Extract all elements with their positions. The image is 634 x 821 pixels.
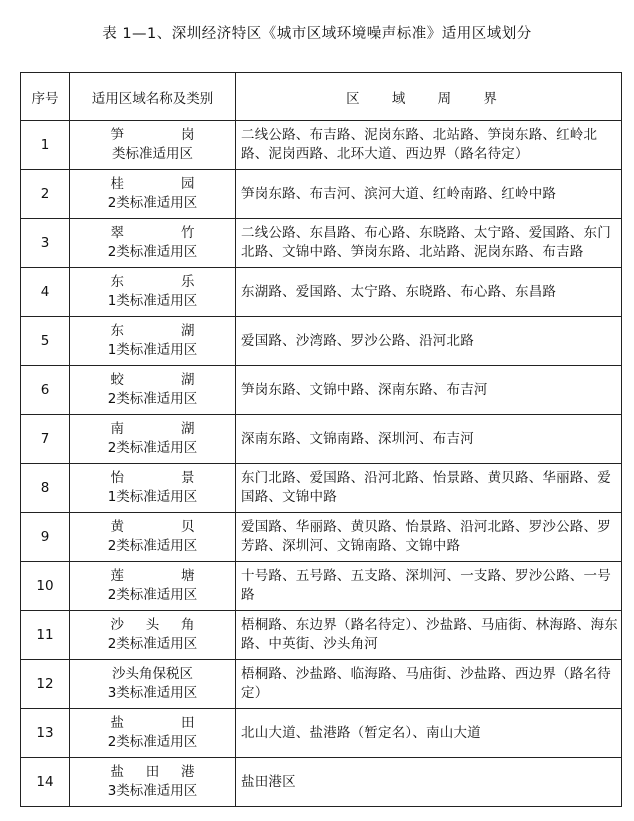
- area-category: 2类标准适用区: [107, 195, 198, 211]
- area-boundary: 东门北路、爱国路、沿河北路、怡景路、黄贝路、华丽路、爱国路、文锦中路: [236, 464, 622, 513]
- area-name: 莲塘: [110, 568, 195, 584]
- area-name: 桂园: [110, 176, 195, 192]
- header-boundary: 区 域 周 界: [236, 73, 622, 121]
- area-cell: [70, 562, 236, 611]
- row-number: 11: [21, 611, 70, 660]
- table-row: [21, 611, 622, 660]
- header-area: 适用区域名称及类别: [70, 73, 236, 121]
- area-name: 笋岗: [110, 127, 195, 143]
- area-category: 1类标准适用区: [107, 489, 198, 505]
- area-category: 1类标准适用区: [107, 342, 198, 358]
- area-category: 1类标准适用区: [107, 293, 198, 309]
- table-row: [21, 709, 622, 758]
- area-cell: [70, 660, 236, 709]
- header-no: 序号: [21, 73, 70, 121]
- area-cell: [70, 709, 236, 758]
- row-number: 9: [21, 513, 70, 562]
- area-boundary: 爱国路、华丽路、黄贝路、怡景路、沿河北路、罗沙公路、罗芳路、深圳河、文锦南路、文锦中路: [236, 513, 622, 562]
- area-cell: [70, 170, 236, 219]
- table-row: [21, 219, 622, 268]
- area-category: 2类标准适用区: [107, 391, 198, 407]
- row-number: 8: [21, 464, 70, 513]
- area-boundary: 深南东路、文锦南路、深圳河、布吉河: [236, 415, 622, 464]
- table-row: [21, 660, 622, 709]
- area-boundary: 十号路、五号路、五支路、深圳河、一支路、罗沙公路、一号路: [236, 562, 622, 611]
- area-category: 3类标准适用区: [107, 783, 198, 799]
- area-cell: [70, 611, 236, 660]
- area-category: 3类标准适用区: [107, 685, 198, 701]
- row-number: 3: [21, 219, 70, 268]
- area-boundary: 爱国路、沙湾路、罗沙公路、沿河北路: [236, 317, 622, 366]
- area-category: 2类标准适用区: [107, 538, 198, 554]
- table-row: [21, 317, 622, 366]
- area-boundary: 盐田港区: [236, 758, 622, 807]
- table-row: [21, 268, 622, 317]
- area-boundary: 二线公路、东昌路、布心路、东晓路、太宁路、爱国路、东门北路、文锦中路、笋岗东路、北站路、泥岗东路、布吉路: [236, 219, 622, 268]
- area-name: 盐田港: [110, 764, 195, 780]
- area-category: 类标准适用区: [112, 146, 193, 162]
- area-cell: [70, 219, 236, 268]
- table-row: [21, 758, 622, 807]
- row-number: 12: [21, 660, 70, 709]
- area-boundary: 梧桐路、沙盐路、临海路、马庙街、沙盐路、西边界（路名待定）: [236, 660, 622, 709]
- area-name: 南湖: [110, 421, 195, 437]
- area-cell: [70, 464, 236, 513]
- area-name: 黄贝: [110, 519, 195, 535]
- table-row: [21, 562, 622, 611]
- area-cell: [70, 317, 236, 366]
- area-cell: [70, 366, 236, 415]
- table-row: [21, 513, 622, 562]
- area-cell: [70, 415, 236, 464]
- row-number: 5: [21, 317, 70, 366]
- area-boundary: 梧桐路、东边界（路名待定）、沙盐路、马庙街、林海路、海东路、中英街、沙头角河: [236, 611, 622, 660]
- area-name: 盐田: [110, 715, 195, 731]
- row-number: 14: [21, 758, 70, 807]
- table-row: [21, 366, 622, 415]
- area-cell: [70, 513, 236, 562]
- area-category: 2类标准适用区: [107, 440, 198, 456]
- area-name: 怡景: [110, 470, 195, 486]
- area-category: 2类标准适用区: [107, 587, 198, 603]
- area-boundary: 东湖路、爱国路、太宁路、东晓路、布心路、东昌路: [236, 268, 622, 317]
- table-row: [21, 415, 622, 464]
- area-name: 沙头角保税区: [112, 666, 193, 682]
- area-boundary: 二线公路、布吉路、泥岗东路、北站路、笋岗东路、红岭北路、泥岗西路、北环大道、西边界（路名待定）: [236, 121, 622, 170]
- row-number: 13: [21, 709, 70, 758]
- area-name: 东湖: [110, 323, 195, 339]
- area-boundary: 笋岗东路、布吉河、滨河大道、红岭南路、红岭中路: [236, 170, 622, 219]
- area-name: 蛟湖: [110, 372, 195, 388]
- area-category: 2类标准适用区: [107, 734, 198, 750]
- table-title: 表 1—1、深圳经济特区《城市区域环境噪声标准》适用区域划分: [102, 26, 532, 42]
- row-number: 4: [21, 268, 70, 317]
- area-name: 翠竹: [110, 225, 195, 241]
- area-cell: [70, 121, 236, 170]
- table-row: [21, 121, 622, 170]
- area-category: 2类标准适用区: [107, 244, 198, 260]
- area-name: 东乐: [110, 274, 195, 290]
- area-name: 沙头角: [110, 617, 195, 633]
- row-number: 7: [21, 415, 70, 464]
- row-number: 2: [21, 170, 70, 219]
- area-category: 2类标准适用区: [107, 636, 198, 652]
- area-boundary: 北山大道、盐港路（暂定名）、南山大道: [236, 709, 622, 758]
- area-cell: [70, 268, 236, 317]
- area-boundary: 笋岗东路、文锦中路、深南东路、布吉河: [236, 366, 622, 415]
- row-number: 6: [21, 366, 70, 415]
- table-row: [21, 170, 622, 219]
- table-row: [21, 464, 622, 513]
- row-number: 10: [21, 562, 70, 611]
- table-header-row: [21, 73, 622, 121]
- row-number: 1: [21, 121, 70, 170]
- region-table: [20, 72, 622, 807]
- area-cell: [70, 758, 236, 807]
